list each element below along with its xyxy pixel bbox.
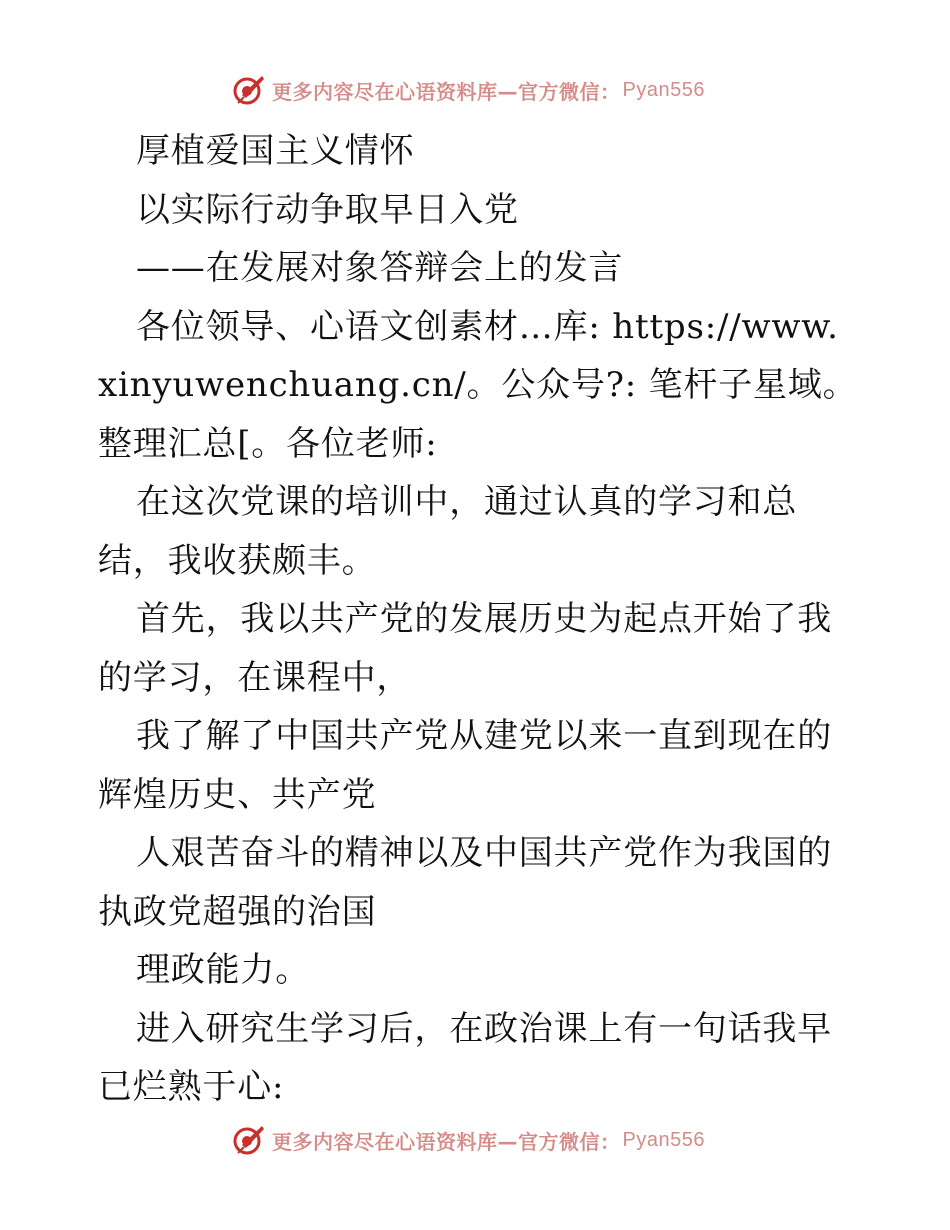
title-line-2: 以实际行动争取早日入党 [136, 189, 519, 230]
footer-banner [232, 1122, 705, 1158]
quill-logo-icon [232, 1123, 266, 1157]
paragraph-2: 首先，我以共产党的发展历史为起点开始了我的学习，在课程中， [98, 599, 832, 698]
document-body [98, 122, 858, 1117]
title-line-1: 厚植爱国主义情怀 [136, 131, 415, 171]
header-banner-wechat-id: Pyan556 [622, 78, 705, 101]
header-banner [232, 72, 705, 108]
subtitle-line: ——在发展对象答辩会上的发言 [136, 248, 624, 288]
paragraph-4: 人艰苦奋斗的精神以及中国共产党作为我国的执政党超强的治国 [98, 833, 832, 932]
salutation-paragraph: 各位领导、心语文创素材…库: https://www.xinyuwenchuang.cn/。公众号?: 笔杆子星域。整理汇总[。各位老师: [98, 306, 858, 464]
footer-banner-wechat-id: Pyan556 [622, 1128, 705, 1151]
paragraph-5: 理政能力。 [136, 950, 310, 990]
header-banner-text: 更多内容尽在心语资料库—官方微信： [272, 79, 621, 104]
paragraph-1: 在这次党课的培训中，通过认真的学习和总结，我收获颇丰。 [98, 482, 798, 581]
paragraph-3: 我了解了中国共产党从建党以来一直到现在的辉煌历史、共产党 [98, 716, 832, 815]
paragraph-6: 进入研究生学习后，在政治课上有一句话我早已烂熟于心: [98, 1008, 832, 1107]
footer-banner-text: 更多内容尽在心语资料库—官方微信： [272, 1129, 621, 1154]
quill-logo-icon [232, 73, 266, 107]
